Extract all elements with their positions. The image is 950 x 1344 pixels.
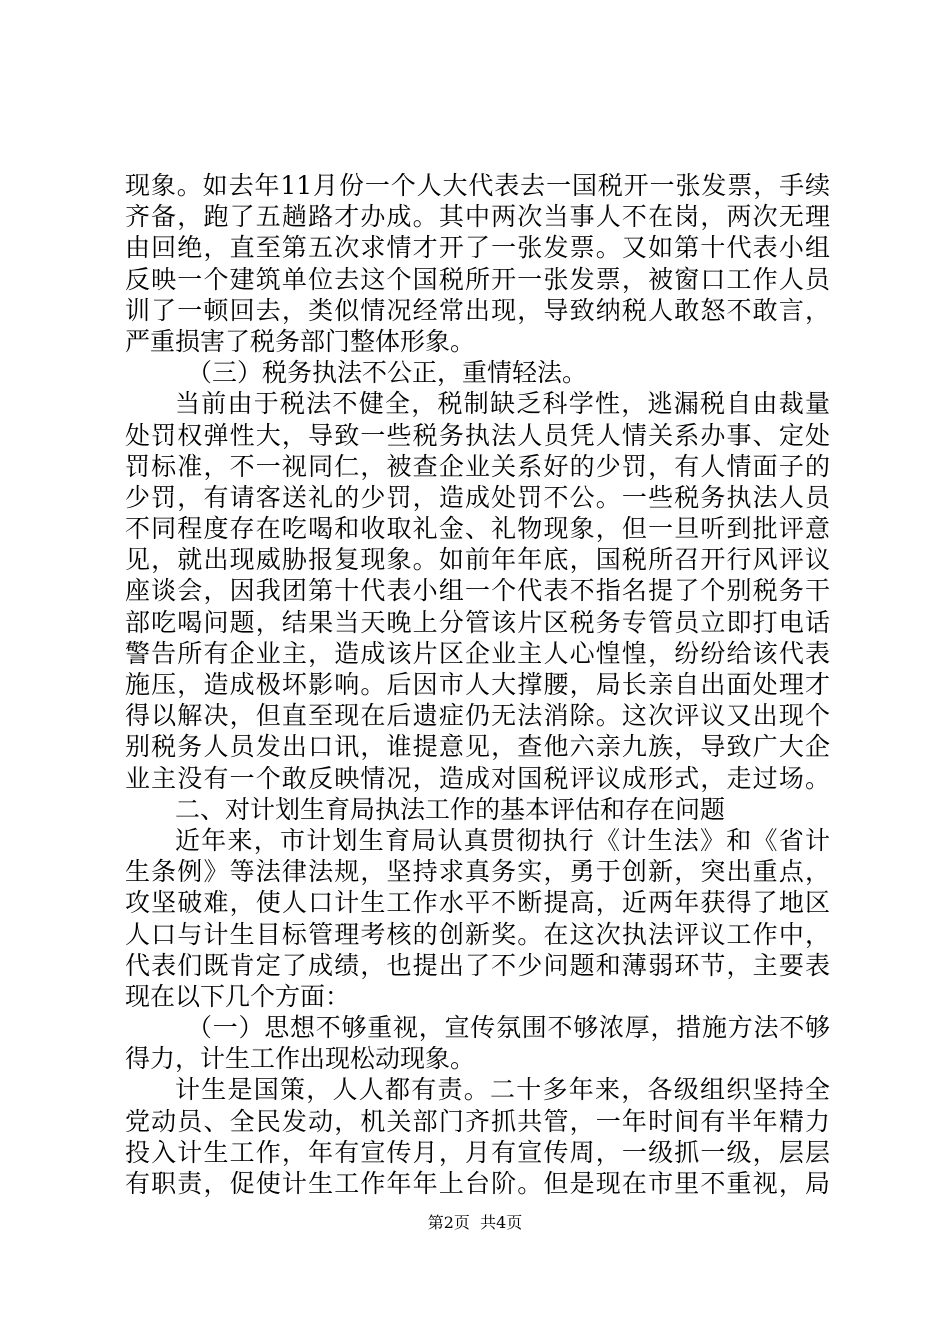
text-line: 攻坚破难，使人口计生工作水平不断提高，近两年获得了地区 <box>125 888 830 918</box>
text-line: 人口与计生目标管理考核的创新奖。在这次执法评议工作中， <box>125 919 830 949</box>
text-line: 别税务人员发出口讯，谁提意见，查他六亲九族，导致广大企 <box>125 732 830 762</box>
section-heading: （三）税务执法不公正，重情轻法。 <box>187 358 588 388</box>
text-line: 业主没有一个敢反映情况，造成对国税评议成形式，走过场。 <box>125 763 830 793</box>
text-line: 代表们既肯定了成绩，也提出了不少问题和薄弱环节，主要表 <box>125 950 830 980</box>
text-line: 投入计生工作，年有宣传月，月有宣传周，一级抓一级，层层 <box>125 1137 830 1167</box>
text-line: 党动员、全民发动，机关部门齐抓共管，一年时间有半年精力 <box>125 1106 830 1136</box>
text-line: 罚标准，不一视同仁，被查企业关系好的少罚，有人情面子的 <box>125 451 830 481</box>
text-line: 生条例》等法律法规，坚持求真务实，勇于创新，突出重点， <box>125 857 830 887</box>
text-line: 齐备，跑了五趟路才办成。其中两次当事人不在岗，两次无理 <box>125 202 830 232</box>
text-line: 警告所有企业主，造成该片区企业主人心惶惶，纷纷给该代表 <box>125 638 830 668</box>
section-heading: （一）思想不够重视，宣传氛围不够浓厚，措施方法不够 <box>187 1013 830 1043</box>
text-line: 计生是国策，人人都有责。二十多年来，各级组织坚持全 <box>175 1075 830 1105</box>
text-line: 处罚权弹性大，导致一些税务执法人员凭人情关系办事、定处 <box>125 420 830 450</box>
text-line: 得以解决，但直至现在后遗症仍无法消除。这次评议又出现个 <box>125 701 830 731</box>
document-body <box>125 170 830 1199</box>
text-line: 现在以下几个方面： <box>125 981 351 1011</box>
text-line: 施压，造成极坏影响。后因市人大撑腰，局长亲自出面处理才 <box>125 670 830 699</box>
section-heading: 二、对计划生育局执法工作的基本评估和存在问题 <box>175 794 726 824</box>
text-line: 反映一个建筑单位去这个国税所开一张发票，被窗口工作人员 <box>125 264 830 294</box>
text-line: 当前由于税法不健全，税制缺乏科学性，逃漏税自由裁量 <box>175 389 830 419</box>
text-line: 部吃喝问题，结果当天晚上分管该片区税务专管员立即打电话 <box>125 607 830 637</box>
page-number: 第2页 共4页 <box>427 1213 523 1232</box>
text-line: 近年来，市计划生育局认真贯彻执行《计生法》和《省计 <box>175 825 830 855</box>
text-line: 座谈会，因我团第十代表小组一个代表不指名提了个别税务干 <box>125 576 830 606</box>
text-line: 由回绝，直至第五次求情才开了一张发票。又如第十代表小组 <box>125 233 830 263</box>
text-line: 少罚，有请客送礼的少罚，造成处罚不公。一些税务执法人员 <box>125 482 830 512</box>
section-heading: 得力，计生工作出现松动现象。 <box>125 1044 476 1074</box>
text-line: 现象。如去年11月份一个人大代表去一国税开一张发票，手续 <box>125 171 830 200</box>
text-line: 不同程度存在吃喝和收取礼金、礼物现象，但一旦听到批评意 <box>125 514 830 544</box>
text-line: 见，就出现威胁报复现象。如前年年底，国税所召开行风评议 <box>125 545 830 575</box>
text-line: 有职责，促使计生工作年年上台阶。但是现在市里不重视，局 <box>125 1169 830 1198</box>
page-footer <box>0 1213 950 1233</box>
text-line: 严重损害了税务部门整体形象。 <box>125 326 476 356</box>
text-line: 训了一顿回去，类似情况经常出现，导致纳税人敢怒不敢言， <box>125 295 830 325</box>
